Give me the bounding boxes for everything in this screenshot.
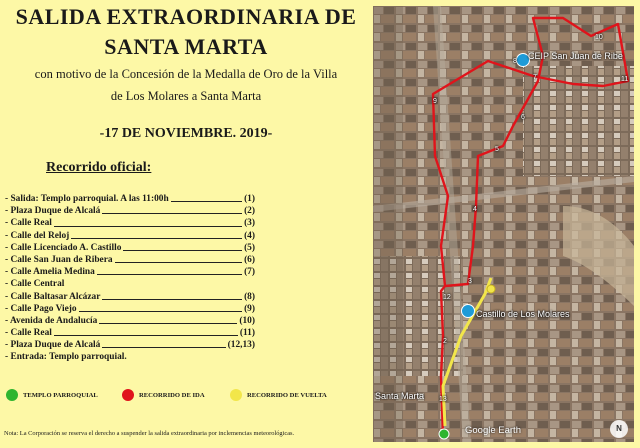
route-item-number: (10) xyxy=(239,315,255,326)
yellow-dot-icon xyxy=(230,389,242,401)
route-heading: Recorrido oficial: xyxy=(46,160,152,175)
route-item xyxy=(5,351,255,363)
route-item-number: (12,13) xyxy=(227,340,255,351)
route-item xyxy=(5,242,255,254)
route-number-label: 6 xyxy=(521,114,525,121)
route-item xyxy=(5,217,255,229)
route-number-label: 7 xyxy=(533,74,537,81)
title-line-1: SALIDA EXTRAORDINARIA DE xyxy=(15,4,357,29)
temple-marker-icon xyxy=(439,429,449,439)
subtitle-line-2: de Los Molares a Santa Marta xyxy=(110,89,262,103)
event-date: -17 DE NOVIEMBRE. 2019- xyxy=(99,126,273,141)
route-item-name: - Avenida de Andalucía xyxy=(5,315,98,326)
route-item-name: - Salida: Templo parroquial. A las 11:00h xyxy=(5,194,169,204)
map-canvas xyxy=(373,6,634,442)
route-item xyxy=(5,327,255,339)
route-item-name: - Calle Amelia Medina xyxy=(5,267,95,278)
route-item-number: (4) xyxy=(244,230,255,241)
satellite-map[interactable] xyxy=(373,6,634,442)
route-item-number: (6) xyxy=(244,254,255,265)
title-line-2: SANTA MARTA xyxy=(104,34,268,59)
route-item-number: (11) xyxy=(239,328,255,339)
route-item-dashline xyxy=(97,266,242,275)
route-number-label: 11 xyxy=(621,76,629,83)
route-item xyxy=(5,254,255,266)
route-item-dashline xyxy=(102,291,242,300)
legend-item-ida xyxy=(122,389,205,401)
legend-label: TEMPLO PARROQUIAL xyxy=(23,391,98,399)
route-item-name: - Calle Pago Viejo xyxy=(5,303,77,314)
route-item-name: - Calle Central xyxy=(5,279,65,290)
route-item-name: - Calle Real xyxy=(5,218,52,229)
route-number-label: 9 xyxy=(433,98,437,105)
place-pin-icon[interactable] xyxy=(461,304,475,318)
footnote: Nota: La Corporación se reserva el derecho a suspender la salida extraordinaria por inclemencias meteorológicas. xyxy=(4,430,295,437)
route-number-label: 5 xyxy=(495,146,499,153)
route-item-dashline xyxy=(102,339,225,348)
route-item-name: - Plaza Duque de Alcalá xyxy=(5,340,101,351)
route-item xyxy=(5,205,255,217)
route-item-name: - Plaza Duque de Alcalá xyxy=(5,206,101,217)
route-item xyxy=(5,193,255,205)
route-item-dashline xyxy=(171,193,242,202)
route-number-label: 2 xyxy=(443,338,447,345)
route-item-dashline xyxy=(54,217,242,226)
route-item-dashline xyxy=(79,303,242,312)
route-item-name: - Calle San Juan de Ribera xyxy=(5,254,113,265)
castle-pin-icon xyxy=(487,285,495,293)
route-item-dashline xyxy=(102,205,242,214)
route-number-label: 3 xyxy=(468,278,472,285)
route-item-number: (5) xyxy=(244,242,255,253)
route-list xyxy=(5,193,255,364)
route-item-dashline xyxy=(71,230,242,239)
route-item-name: - Entrada: Templo parroquial. xyxy=(5,352,127,363)
route-item-dashline xyxy=(115,254,243,263)
compass-icon[interactable]: N xyxy=(610,420,628,438)
route-item-name: - Calle Real xyxy=(5,328,52,339)
legend-label: RECORRIDO DE IDA xyxy=(139,391,205,399)
legend-item-temple xyxy=(6,389,98,401)
route-item-number: (8) xyxy=(244,291,255,302)
green-dot-icon xyxy=(6,389,18,401)
route-number-label: 8 xyxy=(513,58,517,65)
route-item xyxy=(5,339,255,351)
route-item xyxy=(5,266,255,278)
route-item-number: (9) xyxy=(244,303,255,314)
map-label-santa-marta: Santa Marta xyxy=(375,391,425,401)
route-item xyxy=(5,315,255,327)
route-item-number: (1) xyxy=(244,194,255,204)
route-item-name: - Calle Baltasar Alcázar xyxy=(5,291,101,302)
route-item-number: (2) xyxy=(244,206,255,217)
route-item-number: (7) xyxy=(244,267,255,278)
legend-item-vuelta xyxy=(230,389,327,401)
route-item xyxy=(5,230,255,242)
route-number-label: 13 xyxy=(439,396,447,403)
legend-label: RECORRIDO DE VUELTA xyxy=(247,391,327,399)
subtitle-line-1: con motivo de la Concesión de la Medalla de Oro de la Villa xyxy=(34,67,338,81)
route-item xyxy=(5,303,255,315)
map-label-castle: Castillo de Los Molares xyxy=(476,309,570,319)
map-label-school: CEIP San Juan de Ribe xyxy=(528,51,623,61)
route-number-label: 12 xyxy=(443,294,451,301)
route-item xyxy=(5,291,255,303)
route-number-label: 10 xyxy=(595,34,603,41)
route-item-name: - Calle Licenciado A. Castillo xyxy=(5,242,122,253)
route-item-number: (3) xyxy=(244,218,255,229)
map-legend xyxy=(0,389,372,405)
google-earth-watermark: Google Earth xyxy=(465,425,521,436)
route-item-dashline xyxy=(99,315,237,324)
route-item-dashline xyxy=(54,327,238,336)
route-number-label: 4 xyxy=(473,206,477,213)
route-item-dashline xyxy=(123,242,242,251)
route-item-name: - Calle del Reloj xyxy=(5,230,70,241)
red-dot-icon xyxy=(122,389,134,401)
route-item xyxy=(5,278,255,290)
